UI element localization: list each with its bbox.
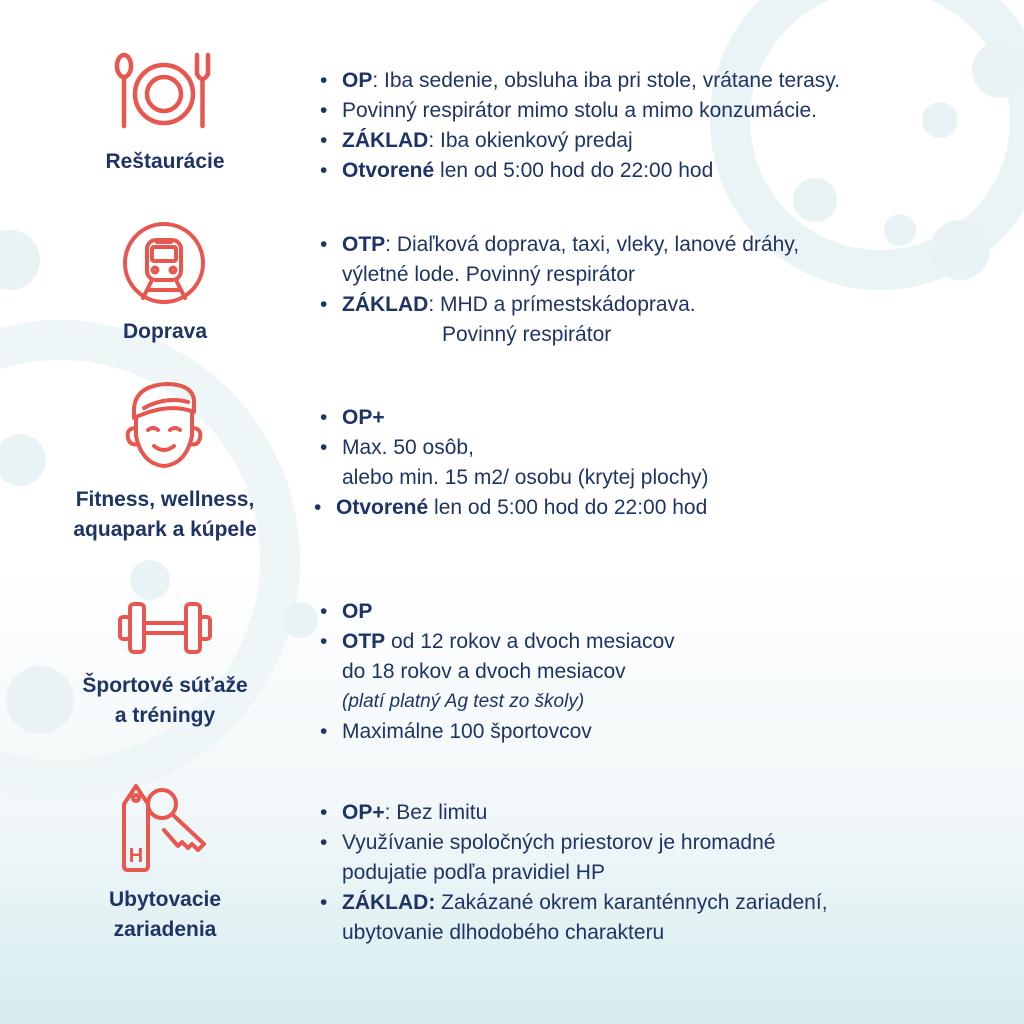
list-item: • OP: Iba sedenie, obsluha iba pri stole, vrátane terasy. [318, 66, 840, 96]
category-title: Fitness, wellness, aquapark a kúpele [73, 488, 257, 541]
hotel-key-icon [118, 782, 212, 872]
plate-cutlery-icon [112, 48, 216, 132]
rule-list [318, 230, 799, 350]
rule-list [318, 403, 709, 523]
category-title: Reštaurácie [105, 150, 225, 173]
rule-list [318, 66, 840, 186]
list-item: • Maximálne 100 športovcov [318, 717, 675, 747]
list-item: • Využívanie spoločných priestorov je hromadné podujatie podľa pravidiel HP [318, 828, 828, 888]
list-item: • Otvorené len od 5:00 hod do 22:00 hod [312, 493, 709, 523]
list-item: • OP+ [318, 403, 709, 433]
list-item: • Povinný respirátor mimo stolu a mimo konzumácie. [318, 96, 840, 126]
list-item: • OP [318, 597, 675, 627]
train-icon [121, 220, 207, 306]
hotel-tag-letter: H [128, 845, 144, 867]
list-item: • OTP: Diaľková doprava, taxi, vleky, lanové dráhy, výletné lode. Povinný respirátor [318, 230, 799, 290]
category-title: Doprava [122, 320, 208, 343]
list-item: • ZÁKLAD: Iba okienkový predaj [318, 126, 840, 156]
category-title: Športové súťaže a tréningy [82, 674, 248, 727]
list-item: • ZÁKLAD: Zakázané okrem karanténnych zariadení, ubytovanie dlhodobého charakteru [318, 888, 828, 948]
list-item: • OP+: Bez limitu [318, 798, 828, 828]
category-title: Ubytovacie zariadenia [108, 888, 222, 941]
list-item: • Max. 50 osôb, alebo min. 15 m2/ osobu (krytej plochy) [318, 433, 709, 493]
rule-list [318, 798, 828, 948]
rule-list [318, 597, 675, 747]
list-item: • ZÁKLAD: MHD a prímestskádoprava. Povinný respirátor [318, 290, 799, 350]
towel-head-face-icon [122, 378, 206, 470]
list-item: • Otvorené len od 5:00 hod do 22:00 hod [318, 156, 840, 186]
dumbbell-icon [117, 599, 213, 657]
list-item: • OTP od 12 rokov a dvoch mesiacov do 18 rokov a dvoch mesiacov (platí platný Ag test zo školy) [318, 627, 675, 717]
